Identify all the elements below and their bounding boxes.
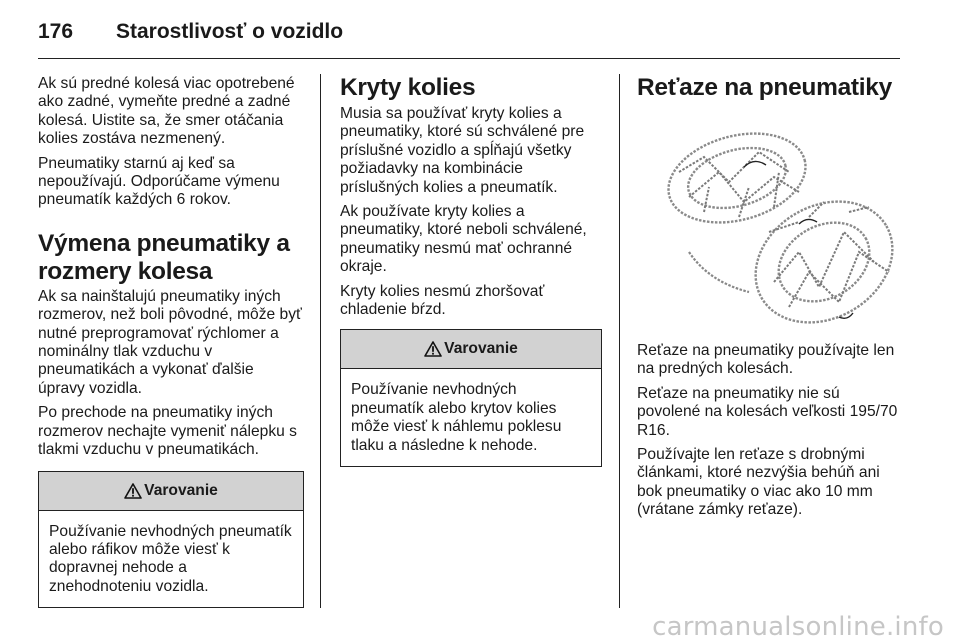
warning-triangle-icon [424, 341, 442, 357]
paragraph-approved-covers: Musia sa používať kryty kolies a pneumatiky, ktoré sú schválené pre príslušné vozidlo a spĺňajú všetky požiadavky na kombinácie príslušných kolies a pneumatík. [340, 105, 585, 196]
column-1 [38, 75, 304, 608]
warning-header [341, 330, 601, 369]
paragraph-fine-link-chains: Používajte len reťaze s drobnými článkami, ktoré nezvýšia behúň ani bok pneumatiky o viac ako 10 mm (vrátane zámky reťaze). [637, 446, 880, 519]
paragraph-worn-tyres: Ak sú predné kolesá viac opotrebené ako zadné, vymeňte predné a zadné kolesá. Uistite sa, že smer otáčania kolies zostáva nezmenený. [38, 75, 295, 148]
warning-title: Varovanie [144, 481, 218, 499]
warning-text: Používanie nevhodných pneumatík alebo krytov kolies môže viesť k náhlemu poklesu tlaku a následne k nehode. [351, 381, 562, 454]
warning-text: Používanie nevhodných pneumatík alebo ráfikov môže viesť k dopravnej nehode a znehodnoteniu vozidla. [49, 522, 292, 595]
page-number: 176 [38, 20, 74, 43]
watermark: carmanualsonline.info [652, 612, 944, 642]
paragraph-brake-cooling: Kryty kolies nesmú zhoršovať chladenie bŕzd. [340, 282, 545, 319]
paragraph-size-restriction: Reťaze na pneumatiky nie sú povolené na kolesách veľkosti 195/70 R16. [637, 384, 898, 439]
column-divider-2 [619, 74, 620, 608]
warning-triangle-icon [124, 483, 142, 499]
heading-wheel-covers: Kryty kolies [340, 74, 476, 101]
paragraph-pressure-label: Po prechode na pneumatiky iných rozmerov nechajte vymeniť nálepku s tlakmi vzduchu v pneumatikách. [38, 404, 297, 459]
page-header [38, 20, 343, 48]
page-title: Starostlivosť o vozidlo [116, 20, 344, 43]
warning-box-covers [340, 329, 602, 467]
warning-title: Varovanie [444, 340, 518, 358]
warning-box-tyres [38, 471, 304, 609]
paragraph-unapproved-covers: Ak používate kryty kolies a pneumatiky, ktoré neboli schválené, pneumatiky nesmú mať ochranné okraje. [340, 203, 587, 276]
column-divider-1 [320, 74, 321, 608]
column-2 [340, 75, 602, 467]
column-3 [637, 75, 903, 526]
header-divider [38, 58, 900, 59]
heading-tyre-change: Výmena pneumatiky a rozmery kolesa [38, 229, 290, 285]
heading-snow-chains: Reťaze na pneumatiky [637, 74, 892, 101]
paragraph-tyre-size: Ak sa nainštalujú pneumatiky iných rozmerov, než boli pôvodné, môže byť nutné preprogramovať rýchlomer a nominálny tlak vzduchu v pneumatikách a vykonať ďalšie úpravy vozidla. [38, 287, 302, 397]
paragraph-tyre-aging: Pneumatiky starnú aj keď sa nepoužívajú. Odporúčame výmenu pneumatík každých 6 rokov. [38, 154, 280, 209]
warning-header [39, 472, 303, 511]
snow-chains-illustration [649, 112, 901, 332]
paragraph-front-wheels: Reťaze na pneumatiky používajte len na predných kolesách. [637, 342, 895, 378]
